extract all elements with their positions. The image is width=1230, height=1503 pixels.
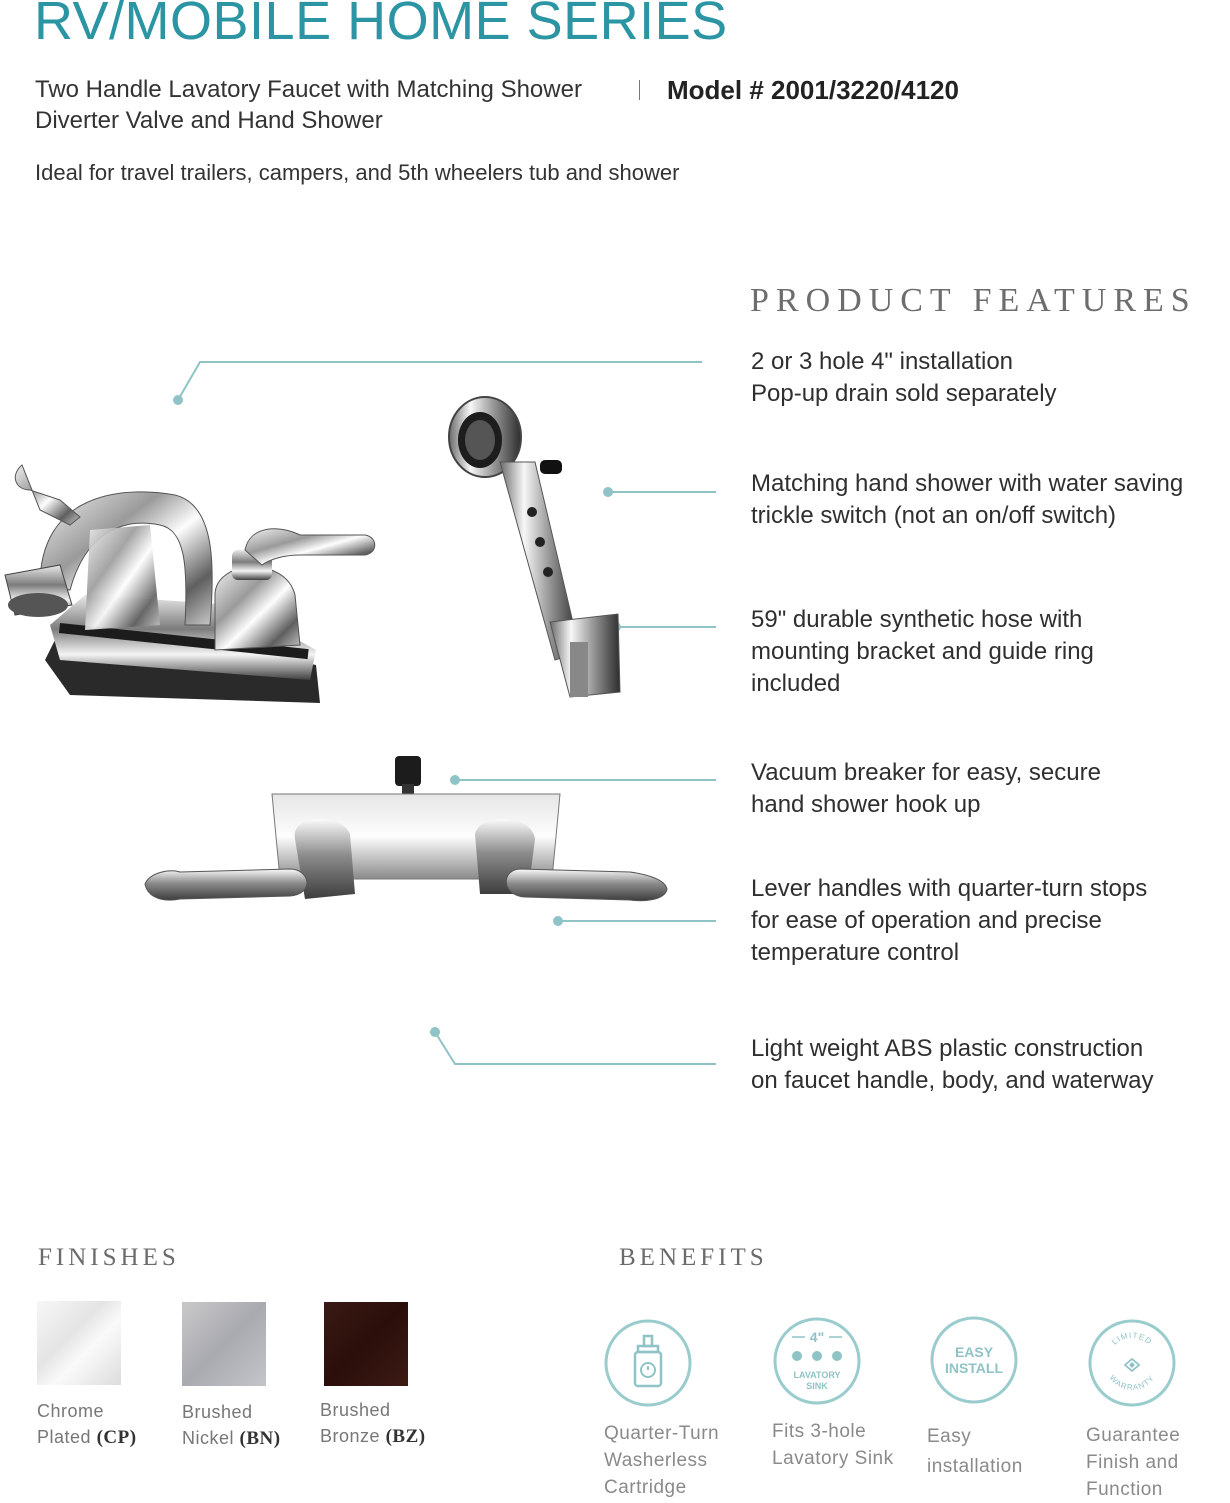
hand-shower-image	[440, 392, 640, 712]
limited-warranty-icon	[1087, 1318, 1177, 1408]
feature-4: Vacuum breaker for easy, secure hand shower hook up	[751, 759, 1101, 818]
easy-install-icon	[929, 1315, 1019, 1405]
svg-text:INSTALL: INSTALL	[944, 1360, 1004, 1376]
three-hole-sink-icon	[772, 1316, 862, 1406]
leader-dot-1	[173, 395, 183, 405]
ideal-for-text: Ideal for travel trailers, campers, and 5th wheelers tub and shower	[35, 160, 680, 185]
feature-6: Light weight ABS plastic construction on faucet handle, body, and waterway	[751, 1035, 1154, 1094]
svg-text:WARRANTY: WARRANTY	[1107, 1373, 1157, 1393]
lavatory-faucet-image	[0, 455, 380, 720]
svg-text:SINK: SINK	[806, 1381, 828, 1391]
subtitle-line-2: Diverter Valve and Hand Shower	[35, 107, 383, 134]
benefit-4-label: Guarantee Finish and Function	[1086, 1425, 1181, 1500]
feature-3: 59" durable synthetic hose with mounting bracket and guide ring included	[751, 606, 1094, 697]
cartridge-icon	[603, 1318, 693, 1408]
finish-bronze-label: Brushed Bronze (BZ)	[320, 1400, 426, 1447]
swatch-chrome	[37, 1301, 121, 1385]
feature-2: Matching hand shower with water saving trickle switch (not an on/off switch)	[751, 470, 1184, 529]
feature-5: Lever handles with quarter-turn stops for ease of operation and precise temperature control	[751, 875, 1148, 966]
model-number: Model # 2001/3220/4120	[667, 75, 959, 105]
svg-text:LAVATORY: LAVATORY	[793, 1370, 841, 1380]
subtitle-line-1: Two Handle Lavatory Faucet with Matching Shower	[35, 76, 582, 103]
page-title: RV/MOBILE HOME SERIES	[34, 0, 728, 51]
benefit-1-label: Quarter-Turn Washerless Cartridge	[604, 1423, 720, 1498]
benefit-2-label: Fits 3-hole Lavatory Sink	[772, 1421, 894, 1469]
product-features-heading: PRODUCT FEATURES	[750, 282, 1197, 319]
feature-1: 2 or 3 hole 4" installation Pop-up drain sold separately	[751, 348, 1057, 407]
benefits-heading: BENEFITS	[619, 1244, 768, 1271]
svg-text:4": 4"	[809, 1329, 825, 1345]
leader-line-6	[435, 1032, 716, 1064]
svg-text:EASY: EASY	[954, 1344, 994, 1360]
finish-nickel-label: Brushed Nickel (BN)	[182, 1402, 281, 1449]
leader-dot-6	[430, 1027, 440, 1037]
benefit-3-label: Easy installation	[927, 1426, 1023, 1477]
shower-valve-image	[140, 744, 670, 924]
finishes-heading: FINISHES	[38, 1244, 180, 1271]
finish-chrome-label: Chrome Plated (CP)	[37, 1401, 137, 1448]
swatch-brushed-bronze	[324, 1302, 408, 1386]
swatch-brushed-nickel	[182, 1302, 266, 1386]
svg-text:LIMITED: LIMITED	[1110, 1330, 1154, 1347]
